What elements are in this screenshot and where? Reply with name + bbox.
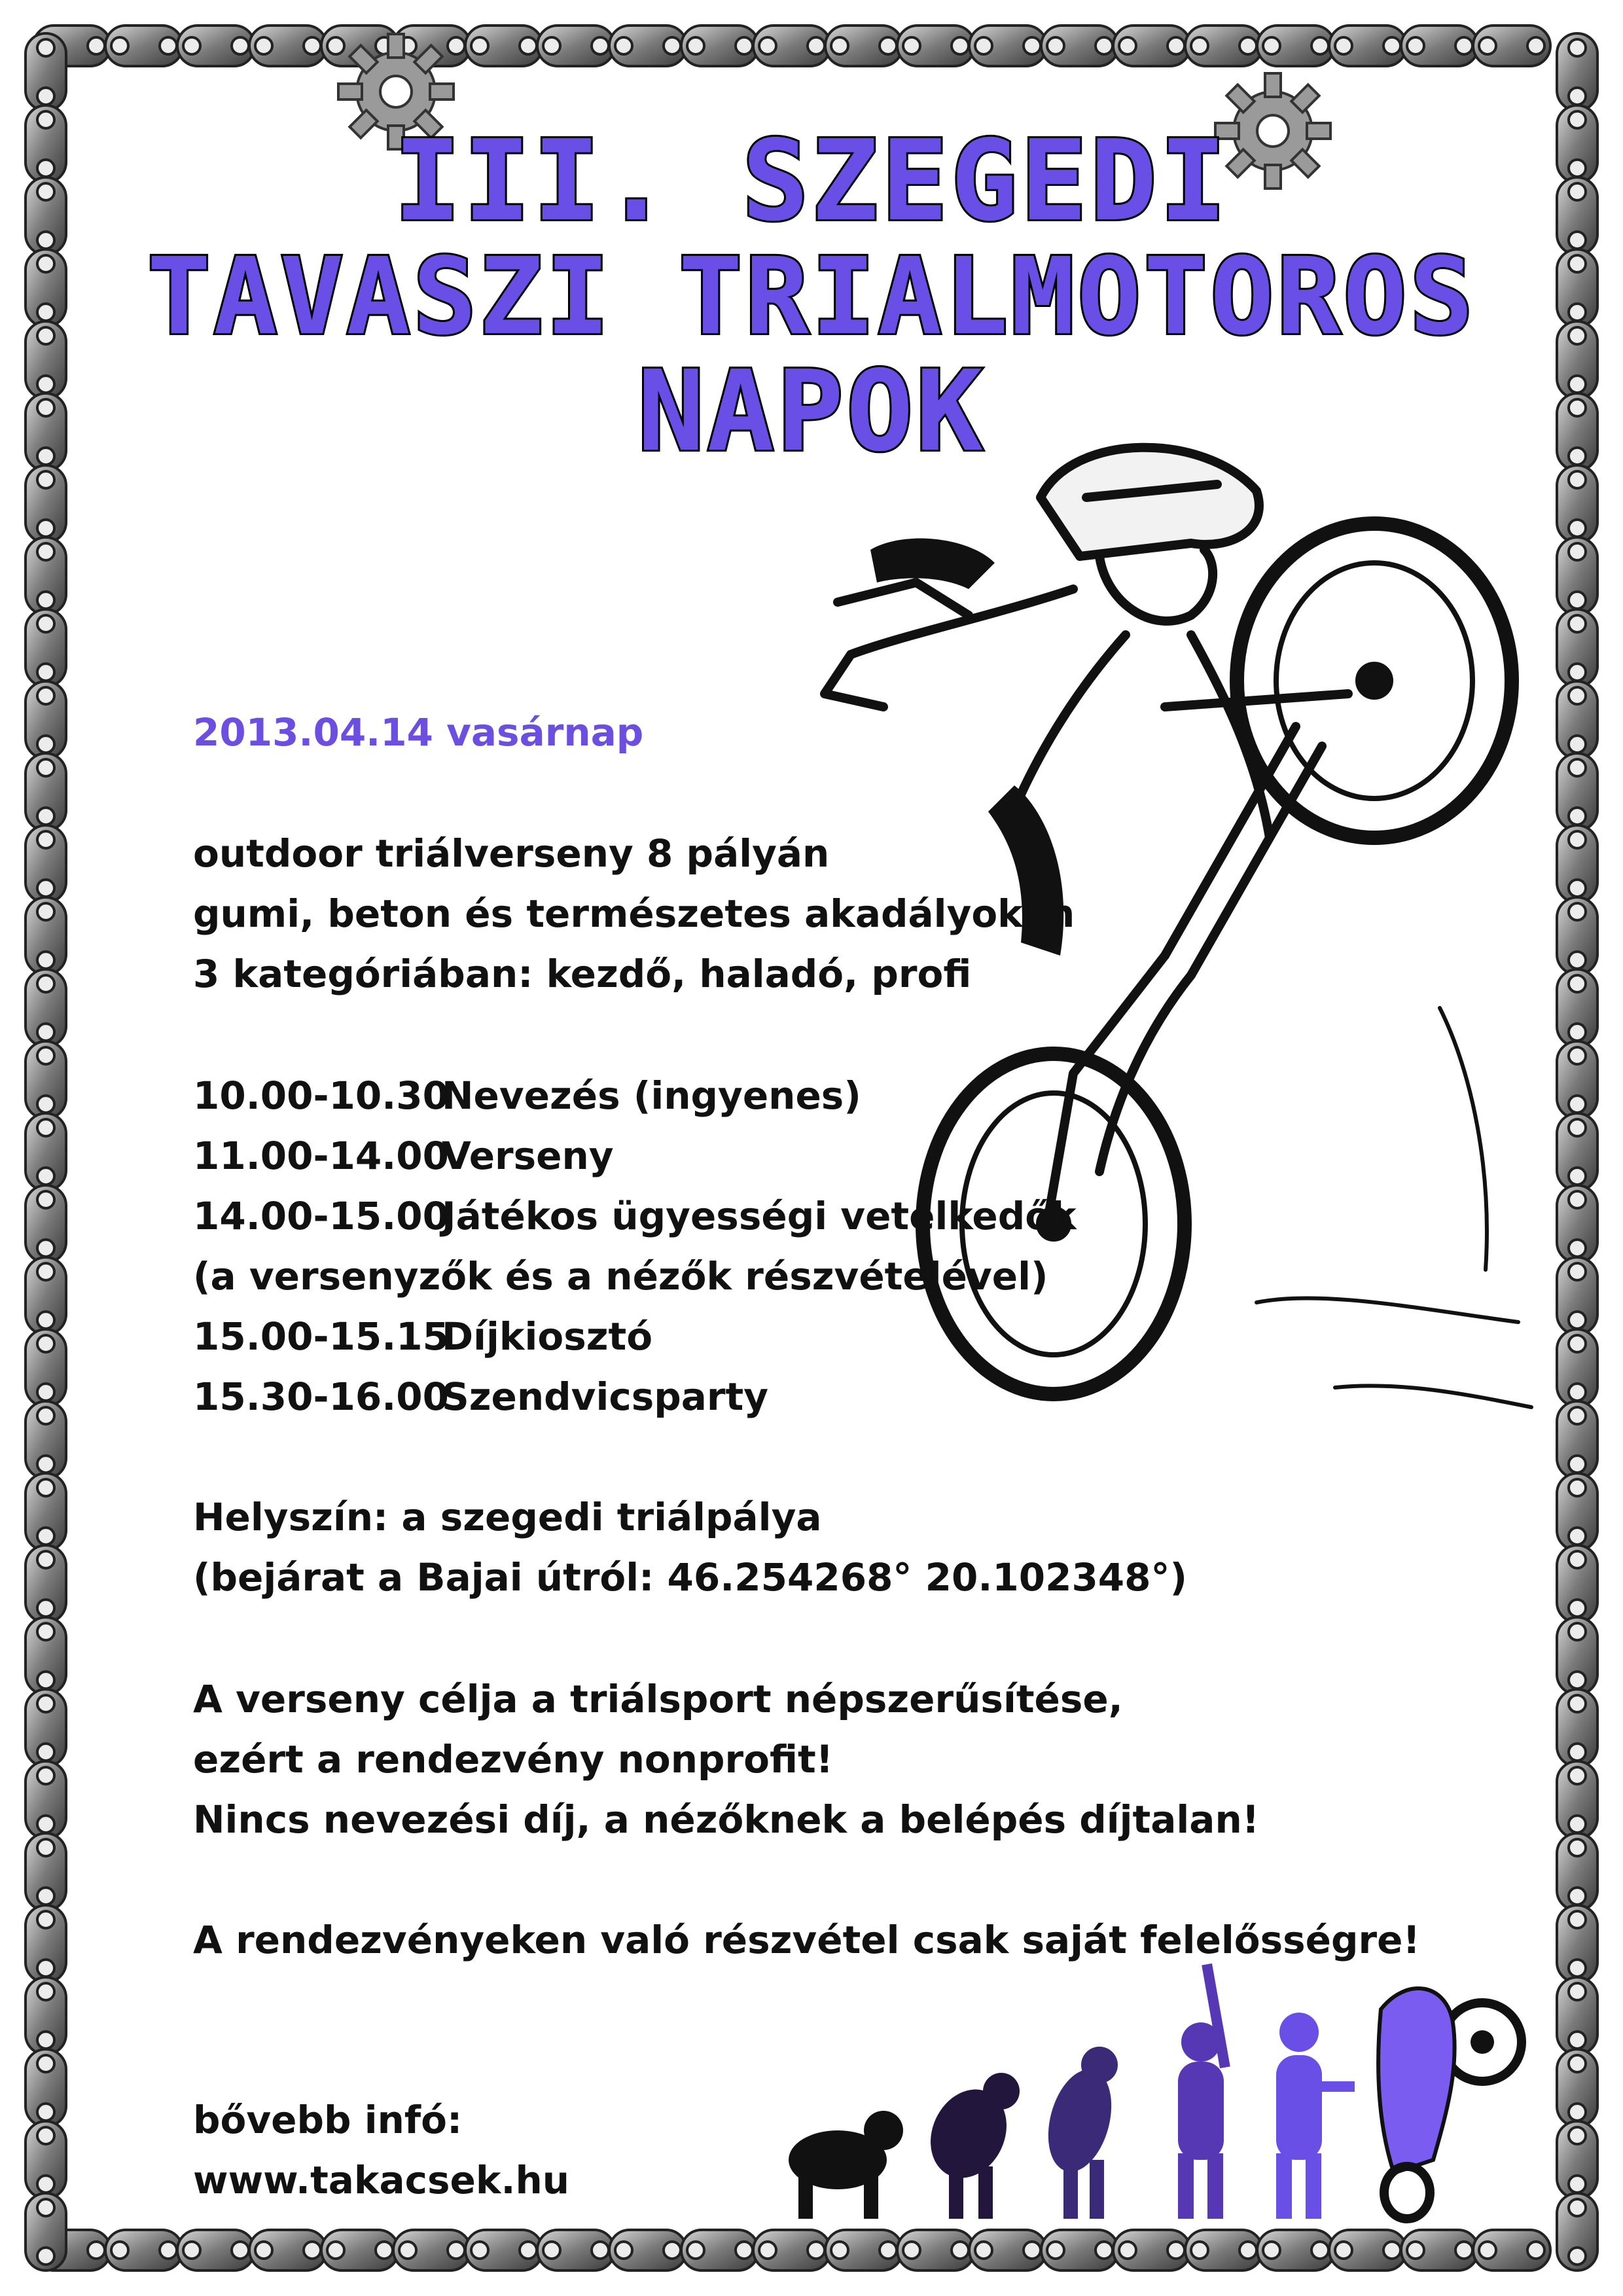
schedule-row: [193, 1314, 652, 1359]
schedule-event: Nevezés (ingyenes): [442, 1073, 861, 1118]
schedule-event: (a versenyzők és a nézők részvételével): [193, 1254, 1048, 1299]
schedule-row: [193, 1374, 768, 1419]
info-url[interactable]: www.takacsek.hu: [193, 2158, 570, 2202]
schedule-time: 11.00-14.00: [193, 1134, 449, 1178]
title-line-3: NAPOK: [637, 347, 986, 476]
schedule-row: [193, 1254, 1048, 1299]
event-date: 2013.04.14 vasárnap: [193, 710, 644, 755]
evolution-illustration: [753, 1964, 1538, 2225]
purpose-line: A verseny célja a triálsport népszerűsítése,: [193, 1677, 1123, 1721]
info-label: bővebb infó:: [193, 2098, 463, 2142]
schedule-event: Játékos ügyességi vetélkedők: [442, 1194, 1077, 1238]
purpose-line: ezért a rendezvény nonprofit!: [193, 1737, 834, 1782]
schedule-event: Szendvicsparty: [442, 1374, 769, 1419]
description-line: gumi, beton és természetes akadályokon: [193, 891, 1075, 936]
schedule-time: 14.00-15.00: [193, 1194, 449, 1238]
description-line: 3 kategóriában: kezdő, haladó, profi: [193, 952, 972, 996]
schedule-event: Verseny: [442, 1134, 614, 1178]
location-line: (bejárat a Bajai útról: 46.254268° 20.102348°): [193, 1555, 1188, 1600]
schedule-row: [193, 1194, 1077, 1238]
schedule-time: 10.00-10.30: [193, 1073, 449, 1118]
location-line: Helyszín: a szegedi triálpálya: [193, 1495, 822, 1539]
schedule-row: [193, 1073, 861, 1118]
schedule-event: Díjkiosztó: [442, 1314, 653, 1359]
purpose-line: Nincs nevezési díj, a nézőknek a belépés díjtalan!: [193, 1797, 1260, 1842]
disclaimer: A rendezvényeken való részvétel csak saját felelősségre!: [193, 1918, 1420, 1962]
description-line: outdoor triálverseny 8 pályán: [193, 831, 830, 876]
title-line-1: III. SZEGEDI: [393, 117, 1230, 246]
title-line-2: TAVASZI TRIALMOTOROS: [147, 236, 1476, 359]
schedule-time: 15.30-16.00: [193, 1374, 449, 1419]
schedule-time: 15.00-15.15: [193, 1314, 449, 1359]
schedule-row: [193, 1134, 614, 1178]
